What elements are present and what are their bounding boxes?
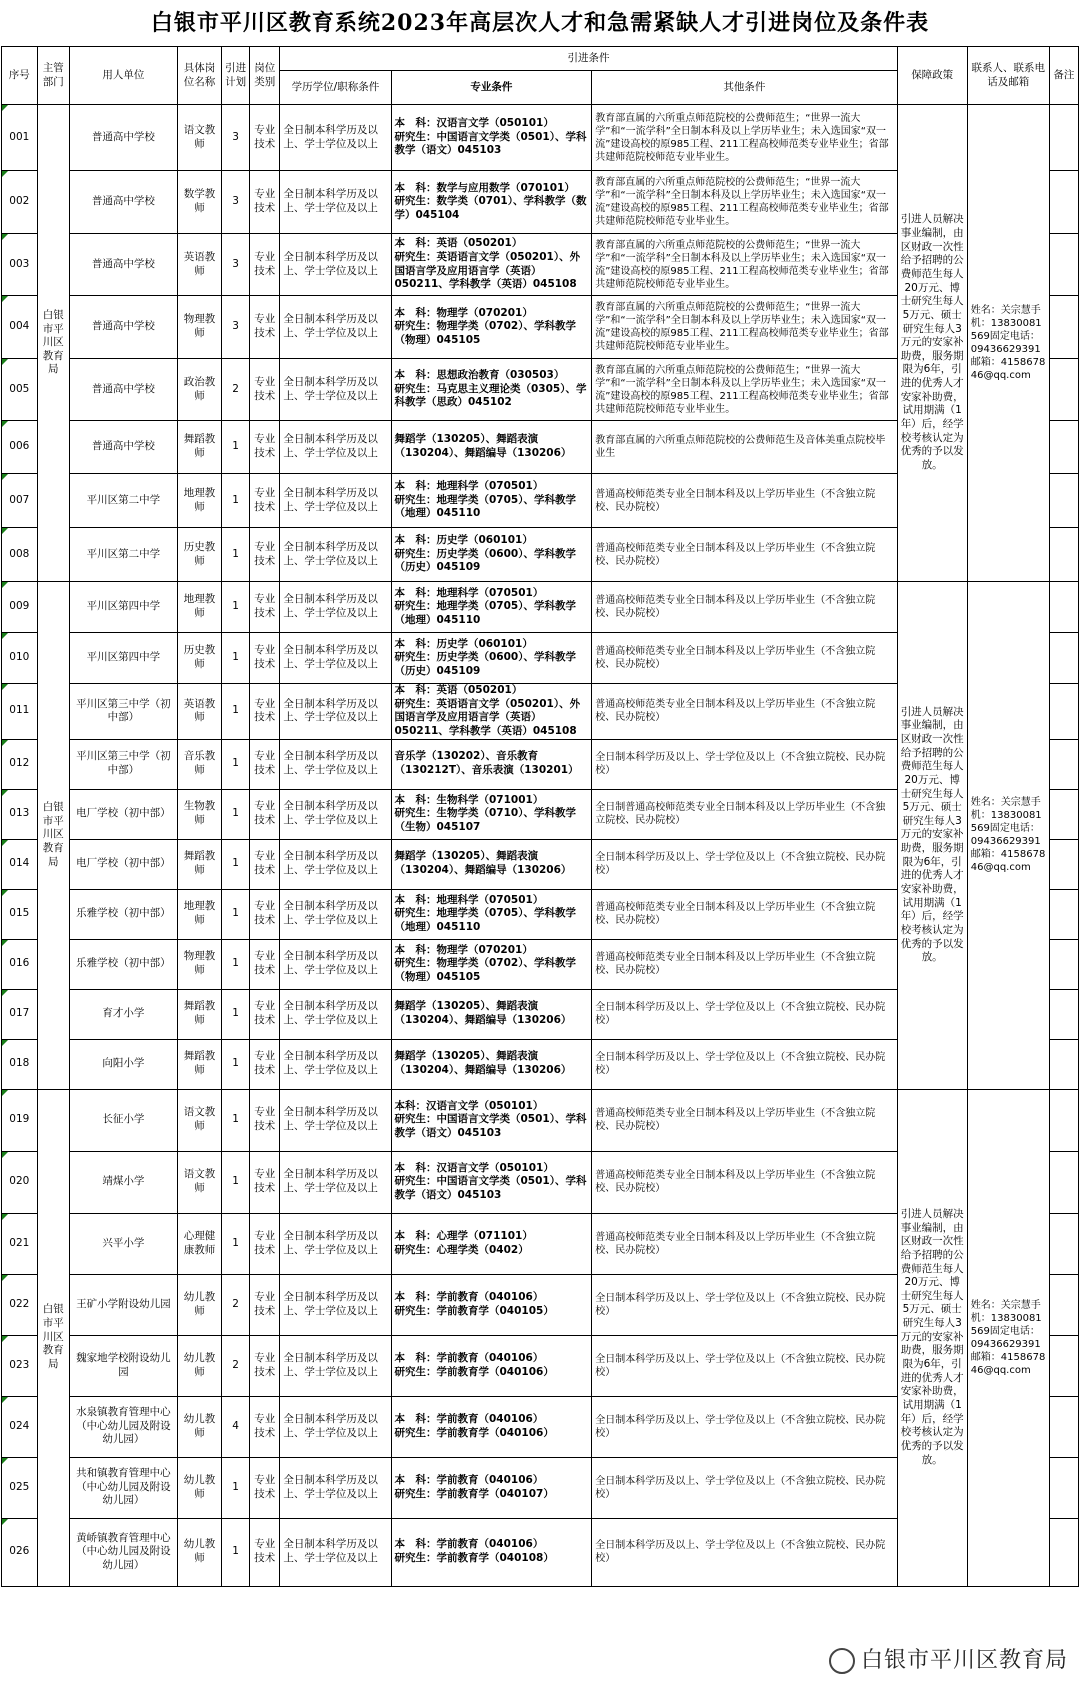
edu-cell: 全日制本科学历及以上、学士学位及以上 bbox=[280, 582, 391, 633]
edu-cell: 全日制本科学历及以上、学士学位及以上 bbox=[280, 1213, 391, 1274]
note-cell bbox=[1049, 171, 1078, 234]
row-number: 010 bbox=[2, 633, 38, 684]
edu-cell: 全日制本科学历及以上、学士学位及以上 bbox=[280, 359, 391, 421]
major-cell: 本 科：历史学（060101） 研究生：历史学类（0600）、学科教学（历史）045109 bbox=[391, 528, 592, 582]
other-cell: 教育部直属的六所重点师范院校的公费师范生；“世界一流大学”和“一流学科”全日制本科及以上学历毕业生；未入选国家“双一流”建设高校的原985工程、211工程高校师范类专业毕业生；省部共建师范院校师范专业毕业生。 bbox=[592, 171, 897, 234]
unit-cell: 平川区第二中学 bbox=[69, 474, 177, 528]
post-cell: 幼儿教师 bbox=[177, 1457, 221, 1518]
note-cell bbox=[1049, 1396, 1078, 1457]
other-cell: 全日制本科学历及以上、学士学位及以上（不含独立院校、民办院校） bbox=[592, 1335, 897, 1396]
type-cell: 专业技术 bbox=[250, 739, 280, 789]
policy-cell: 引进人员解决事业编制，由区财政一次性给予招聘的公费师范生每人20万元、博士研究生每人5万元、硕士研究生每人3万元的安家补助费，服务期限为6年，引进的优秀人才安家补助费，试用期满（1年）后，经学校考核认定为优秀的予以发放。 bbox=[897, 1089, 967, 1586]
row-number: 007 bbox=[2, 474, 38, 528]
other-cell: 普通高校师范类专业全日制本科及以上学历毕业生（不含独立院校、民办院校） bbox=[592, 889, 897, 939]
header-contact: 联系人、联系电话及邮箱 bbox=[967, 47, 1049, 105]
post-cell: 历史教师 bbox=[177, 528, 221, 582]
table-row bbox=[2, 105, 1079, 171]
policy-cell: 引进人员解决事业编制，由区财政一次性给予招聘的公费师范生每人20万元、博士研究生每人5万元、硕士研究生每人3万元的安家补助费，服务期限为6年，引进的优秀人才安家补助费，试用期满（1年）后，经学校考核认定为优秀的予以发放。 bbox=[897, 582, 967, 1090]
note-cell bbox=[1049, 633, 1078, 684]
plan-cell: 1 bbox=[222, 582, 250, 633]
edu-cell: 全日制本科学历及以上、学士学位及以上 bbox=[280, 528, 391, 582]
note-cell bbox=[1049, 582, 1078, 633]
header-edu: 学历学位/职称条件 bbox=[280, 71, 391, 105]
unit-cell: 黄峤镇教育管理中心（中心幼儿园及附设幼儿园） bbox=[69, 1518, 177, 1586]
plan-cell: 1 bbox=[222, 839, 250, 889]
other-cell: 教育部直属的六所重点师范院校的公费师范生；“世界一流大学”和“一流学科”全日制本科及以上学历毕业生；未入选国家“双一流”建设高校的原985工程、211工程高校师范类专业毕业生；省部共建师范院校师范专业毕业生。 bbox=[592, 105, 897, 171]
note-cell bbox=[1049, 1213, 1078, 1274]
edu-cell: 全日制本科学历及以上、学士学位及以上 bbox=[280, 989, 391, 1039]
major-cell: 本 科：学前教育（040106） 研究生：学前教育学（040105） bbox=[391, 1274, 592, 1335]
plan-cell: 2 bbox=[222, 1274, 250, 1335]
type-cell: 专业技术 bbox=[250, 889, 280, 939]
row-number: 023 bbox=[2, 1335, 38, 1396]
type-cell: 专业技术 bbox=[250, 474, 280, 528]
major-cell: 本 科：思想政治教育（030503） 研究生：马克思主义理论类（0305）、学科教学（思政）045102 bbox=[391, 359, 592, 421]
type-cell: 专业技术 bbox=[250, 839, 280, 889]
post-cell: 幼儿教师 bbox=[177, 1274, 221, 1335]
unit-cell: 乐雅学校（初中部） bbox=[69, 889, 177, 939]
unit-cell: 共和镇教育管理中心（中心幼儿园及附设幼儿园） bbox=[69, 1457, 177, 1518]
policy-cell: 引进人员解决事业编制，由区财政一次性给予招聘的公费师范生每人20万元、博士研究生每人5万元、硕士研究生每人3万元的安家补助费，服务期限为6年，引进的优秀人才安家补助费，试用期满（1年）后，经学校考核认定为优秀的予以发放。 bbox=[897, 105, 967, 582]
major-cell: 本 科：地理科学（070501） 研究生：地理学类（0705）、学科教学（地理）045110 bbox=[391, 889, 592, 939]
post-cell: 物理教师 bbox=[177, 296, 221, 359]
contact-cell: 姓名：关宗慧手机：13830081569固定电话：09436629391邮箱：415867846@qq.com bbox=[967, 105, 1049, 582]
major-cell: 本 科：学前教育（040106） 研究生：学前教育学（040106） bbox=[391, 1335, 592, 1396]
edu-cell: 全日制本科学历及以上、学士学位及以上 bbox=[280, 633, 391, 684]
edu-cell: 全日制本科学历及以上、学士学位及以上 bbox=[280, 1335, 391, 1396]
dept-cell: 白银市平川区教育局 bbox=[37, 582, 69, 1090]
edu-cell: 全日制本科学历及以上、学士学位及以上 bbox=[280, 789, 391, 839]
major-cell: 本 科：学前教育（040106） 研究生：学前教育学（040106） bbox=[391, 1396, 592, 1457]
unit-cell: 普通高中学校 bbox=[69, 234, 177, 296]
plan-cell: 1 bbox=[222, 939, 250, 989]
row-number: 015 bbox=[2, 889, 38, 939]
type-cell: 专业技术 bbox=[250, 633, 280, 684]
note-cell bbox=[1049, 839, 1078, 889]
header-conditions: 引进条件 bbox=[280, 47, 897, 71]
plan-cell: 3 bbox=[222, 296, 250, 359]
row-number: 006 bbox=[2, 421, 38, 474]
row-number: 019 bbox=[2, 1089, 38, 1151]
row-number: 018 bbox=[2, 1039, 38, 1089]
post-cell: 地理教师 bbox=[177, 582, 221, 633]
type-cell: 专业技术 bbox=[250, 939, 280, 989]
post-cell: 数学教师 bbox=[177, 171, 221, 234]
post-cell: 语文教师 bbox=[177, 1089, 221, 1151]
plan-cell: 1 bbox=[222, 989, 250, 1039]
note-cell bbox=[1049, 889, 1078, 939]
unit-cell: 长征小学 bbox=[69, 1089, 177, 1151]
header-other: 其他条件 bbox=[592, 71, 897, 105]
watermark-text: 白银市平川区教育局 bbox=[860, 1648, 1068, 1673]
unit-cell: 普通高中学校 bbox=[69, 105, 177, 171]
unit-cell: 普通高中学校 bbox=[69, 171, 177, 234]
plan-cell: 1 bbox=[222, 1457, 250, 1518]
unit-cell: 水泉镇教育管理中心（中心幼儿园及附设幼儿园） bbox=[69, 1396, 177, 1457]
unit-cell: 平川区第四中学 bbox=[69, 633, 177, 684]
row-number: 003 bbox=[2, 234, 38, 296]
plan-cell: 1 bbox=[222, 474, 250, 528]
edu-cell: 全日制本科学历及以上、学士学位及以上 bbox=[280, 1039, 391, 1089]
post-cell: 生物教师 bbox=[177, 789, 221, 839]
header-seq: 序号 bbox=[2, 47, 38, 105]
note-cell bbox=[1049, 105, 1078, 171]
plan-cell: 1 bbox=[222, 1151, 250, 1213]
type-cell: 专业技术 bbox=[250, 296, 280, 359]
edu-cell: 全日制本科学历及以上、学士学位及以上 bbox=[280, 939, 391, 989]
other-cell: 全日制本科学历及以上、学士学位及以上（不含独立院校、民办院校） bbox=[592, 1396, 897, 1457]
other-cell: 全日制本科学历及以上、学士学位及以上（不含独立院校、民办院校） bbox=[592, 1457, 897, 1518]
plan-cell: 3 bbox=[222, 171, 250, 234]
row-number: 004 bbox=[2, 296, 38, 359]
other-cell: 全日制本科学历及以上、学士学位及以上（不含独立院校、民办院校） bbox=[592, 989, 897, 1039]
edu-cell: 全日制本科学历及以上、学士学位及以上 bbox=[280, 1396, 391, 1457]
edu-cell: 全日制本科学历及以上、学士学位及以上 bbox=[280, 839, 391, 889]
table-row bbox=[2, 1089, 1079, 1151]
dept-cell: 白银市平川区教育局 bbox=[37, 105, 69, 582]
row-number: 013 bbox=[2, 789, 38, 839]
plan-cell: 2 bbox=[222, 1335, 250, 1396]
post-cell: 地理教师 bbox=[177, 889, 221, 939]
plan-cell: 1 bbox=[222, 789, 250, 839]
unit-cell: 普通高中学校 bbox=[69, 296, 177, 359]
major-cell: 本 科：汉语言文学（050101） 研究生：中国语言文学类（0501）、学科教学（语文）045103 bbox=[391, 105, 592, 171]
major-cell: 本 科：生物科学（071001） 研究生：生物学类（0710）、学科教学（生物）045107 bbox=[391, 789, 592, 839]
unit-cell: 平川区第四中学 bbox=[69, 582, 177, 633]
other-cell: 普通高校师范类专业全日制本科及以上学历毕业生（不含独立院校、民办院校） bbox=[592, 1151, 897, 1213]
note-cell bbox=[1049, 1335, 1078, 1396]
major-cell: 舞蹈学（130205）、舞蹈表演（130204）、舞蹈编导（130206） bbox=[391, 1039, 592, 1089]
major-cell: 音乐学（130202）、音乐教育（130212T）、音乐表演（130201） bbox=[391, 739, 592, 789]
unit-cell: 普通高中学校 bbox=[69, 421, 177, 474]
unit-cell: 乐雅学校（初中部） bbox=[69, 939, 177, 989]
edu-cell: 全日制本科学历及以上、学士学位及以上 bbox=[280, 421, 391, 474]
major-cell: 舞蹈学（130205）、舞蹈表演（130204）、舞蹈编导（130206） bbox=[391, 839, 592, 889]
edu-cell: 全日制本科学历及以上、学士学位及以上 bbox=[280, 474, 391, 528]
row-number: 009 bbox=[2, 582, 38, 633]
row-number: 025 bbox=[2, 1457, 38, 1518]
note-cell bbox=[1049, 939, 1078, 989]
post-cell: 地理教师 bbox=[177, 474, 221, 528]
table-row bbox=[2, 582, 1079, 633]
plan-cell: 4 bbox=[222, 1396, 250, 1457]
post-cell: 幼儿教师 bbox=[177, 1335, 221, 1396]
major-cell: 本 科：心理学（071101） 研究生：心理学类（0402） bbox=[391, 1213, 592, 1274]
type-cell: 专业技术 bbox=[250, 1274, 280, 1335]
document-title: 白银市平川区教育系统2023年高层次人才和急需紧缺人才引进岗位及条件表 bbox=[150, 10, 930, 36]
unit-cell: 普通高中学校 bbox=[69, 359, 177, 421]
edu-cell: 全日制本科学历及以上、学士学位及以上 bbox=[280, 105, 391, 171]
type-cell: 专业技术 bbox=[250, 1457, 280, 1518]
edu-cell: 全日制本科学历及以上、学士学位及以上 bbox=[280, 1089, 391, 1151]
other-cell: 全日制普通高校师范类专业全日制本科及以上学历毕业生（不含独立院校、民办院校） bbox=[592, 789, 897, 839]
type-cell: 专业技术 bbox=[250, 171, 280, 234]
note-cell bbox=[1049, 1151, 1078, 1213]
note-cell bbox=[1049, 1518, 1078, 1586]
other-cell: 教育部直属的六所重点师范院校的公费师范生及音体美重点院校毕业生 bbox=[592, 421, 897, 474]
plan-cell: 1 bbox=[222, 1089, 250, 1151]
post-cell: 幼儿教师 bbox=[177, 1396, 221, 1457]
type-cell: 专业技术 bbox=[250, 234, 280, 296]
other-cell: 教育部直属的六所重点师范院校的公费师范生；“世界一流大学”和“一流学科”全日制本科及以上学历毕业生；未入选国家“双一流”建设高校的原985工程、211工程高校师范类专业毕业生；省部共建师范院校师范专业毕业生。 bbox=[592, 234, 897, 296]
post-cell: 音乐教师 bbox=[177, 739, 221, 789]
major-cell: 本 科：学前教育（040106） 研究生：学前教育学（040108） bbox=[391, 1518, 592, 1586]
row-number: 005 bbox=[2, 359, 38, 421]
other-cell: 全日制本科学历及以上、学士学位及以上（不含独立院校、民办院校） bbox=[592, 1518, 897, 1586]
header-major: 专业条件 bbox=[391, 71, 592, 105]
note-cell bbox=[1049, 1457, 1078, 1518]
row-number: 020 bbox=[2, 1151, 38, 1213]
type-cell: 专业技术 bbox=[250, 989, 280, 1039]
other-cell: 普通高校师范类专业全日制本科及以上学历毕业生（不含独立院校、民办院校） bbox=[592, 528, 897, 582]
post-cell: 心理健康教师 bbox=[177, 1213, 221, 1274]
other-cell: 全日制本科学历及以上、学士学位及以上（不含独立院校、民办院校） bbox=[592, 739, 897, 789]
type-cell: 专业技术 bbox=[250, 1396, 280, 1457]
other-cell: 普通高校师范类专业全日制本科及以上学历毕业生（不含独立院校、民办院校） bbox=[592, 474, 897, 528]
unit-cell: 电厂学校（初中部） bbox=[69, 789, 177, 839]
row-number: 026 bbox=[2, 1518, 38, 1586]
type-cell: 专业技术 bbox=[250, 684, 280, 740]
other-cell: 普通高校师范类专业全日制本科及以上学历毕业生（不含独立院校、民办院校） bbox=[592, 582, 897, 633]
type-cell: 专业技术 bbox=[250, 789, 280, 839]
type-cell: 专业技术 bbox=[250, 582, 280, 633]
unit-cell: 平川区第二中学 bbox=[69, 528, 177, 582]
table-body bbox=[2, 105, 1079, 1587]
major-cell: 本 科：地理科学（070501） 研究生：地理学类（0705）、学科教学（地理）045110 bbox=[391, 474, 592, 528]
major-cell: 本 科：英语（050201） 研究生：英语语言文学（050201）、外国语言学及应用语言学（英语）050211、学科教学（英语）045108 bbox=[391, 684, 592, 740]
type-cell: 专业技术 bbox=[250, 1335, 280, 1396]
post-cell: 政治教师 bbox=[177, 359, 221, 421]
unit-cell: 电厂学校（初中部） bbox=[69, 839, 177, 889]
note-cell bbox=[1049, 739, 1078, 789]
type-cell: 专业技术 bbox=[250, 359, 280, 421]
header-type: 岗位类别 bbox=[250, 47, 280, 105]
unit-cell: 兴平小学 bbox=[69, 1213, 177, 1274]
plan-cell: 1 bbox=[222, 1039, 250, 1089]
plan-cell: 1 bbox=[222, 739, 250, 789]
unit-cell: 向阳小学 bbox=[69, 1039, 177, 1089]
note-cell bbox=[1049, 989, 1078, 1039]
row-number: 014 bbox=[2, 839, 38, 889]
watermark bbox=[829, 1643, 1068, 1674]
other-cell: 全日制本科学历及以上、学士学位及以上（不含独立院校、民办院校） bbox=[592, 1039, 897, 1089]
dept-cell: 白银市平川区教育局 bbox=[37, 1089, 69, 1586]
plan-cell: 1 bbox=[222, 633, 250, 684]
plan-cell: 1 bbox=[222, 528, 250, 582]
plan-cell: 3 bbox=[222, 105, 250, 171]
row-number: 017 bbox=[2, 989, 38, 1039]
other-cell: 教育部直属的六所重点师范院校的公费师范生；“世界一流大学”和“一流学科”全日制本科及以上学历毕业生；未入选国家“双一流”建设高校的原985工程、211工程高校师范类专业毕业生；省部共建师范院校师范专业毕业生。 bbox=[592, 296, 897, 359]
post-cell: 舞蹈教师 bbox=[177, 1039, 221, 1089]
type-cell: 专业技术 bbox=[250, 105, 280, 171]
positions-table bbox=[1, 46, 1079, 1587]
wechat-icon bbox=[829, 1648, 855, 1674]
plan-cell: 1 bbox=[222, 889, 250, 939]
other-cell: 全日制本科学历及以上、学士学位及以上（不含独立院校、民办院校） bbox=[592, 1274, 897, 1335]
plan-cell: 1 bbox=[222, 1518, 250, 1586]
major-cell: 本 科：历史学（060101） 研究生：历史学类（0600）、学科教学（历史）045109 bbox=[391, 633, 592, 684]
edu-cell: 全日制本科学历及以上、学士学位及以上 bbox=[280, 739, 391, 789]
major-cell: 本科：汉语言文学（050101） 研究生：中国语言文学类（0501）、学科教学（语文）045103 bbox=[391, 1089, 592, 1151]
type-cell: 专业技术 bbox=[250, 421, 280, 474]
major-cell: 舞蹈学（130205）、舞蹈表演（130204）、舞蹈编导（130206） bbox=[391, 421, 592, 474]
header-dept: 主管部门 bbox=[37, 47, 69, 105]
note-cell bbox=[1049, 234, 1078, 296]
note-cell bbox=[1049, 421, 1078, 474]
major-cell: 本 科：地理科学（070501） 研究生：地理学类（0705）、学科教学（地理）045110 bbox=[391, 582, 592, 633]
row-number: 002 bbox=[2, 171, 38, 234]
note-cell bbox=[1049, 1274, 1078, 1335]
plan-cell: 1 bbox=[222, 1213, 250, 1274]
other-cell: 普通高校师范类专业全日制本科及以上学历毕业生（不含独立院校、民办院校） bbox=[592, 684, 897, 740]
other-cell: 普通高校师范类专业全日制本科及以上学历毕业生（不含独立院校、民办院校） bbox=[592, 1213, 897, 1274]
header-plan: 引进计划 bbox=[222, 47, 250, 105]
major-cell: 舞蹈学（130205）、舞蹈表演（130204）、舞蹈编导（130206） bbox=[391, 989, 592, 1039]
major-cell: 本 科：物理学（070201） 研究生：物理学类（0702）、学科教学（物理）045105 bbox=[391, 939, 592, 989]
post-cell: 舞蹈教师 bbox=[177, 421, 221, 474]
note-cell bbox=[1049, 789, 1078, 839]
plan-cell: 2 bbox=[222, 359, 250, 421]
unit-cell: 王矿小学附设幼儿园 bbox=[69, 1274, 177, 1335]
edu-cell: 全日制本科学历及以上、学士学位及以上 bbox=[280, 684, 391, 740]
edu-cell: 全日制本科学历及以上、学士学位及以上 bbox=[280, 1518, 391, 1586]
post-cell: 语文教师 bbox=[177, 105, 221, 171]
major-cell: 本 科：汉语言文学（050101） 研究生：中国语言文学类（0501）、学科教学（语文）045103 bbox=[391, 1151, 592, 1213]
unit-cell: 育才小学 bbox=[69, 989, 177, 1039]
plan-cell: 1 bbox=[222, 684, 250, 740]
edu-cell: 全日制本科学历及以上、学士学位及以上 bbox=[280, 1274, 391, 1335]
type-cell: 专业技术 bbox=[250, 528, 280, 582]
other-cell: 全日制本科学历及以上、学士学位及以上（不含独立院校、民办院校） bbox=[592, 839, 897, 889]
note-cell bbox=[1049, 359, 1078, 421]
edu-cell: 全日制本科学历及以上、学士学位及以上 bbox=[280, 1457, 391, 1518]
note-cell bbox=[1049, 1089, 1078, 1151]
note-cell bbox=[1049, 684, 1078, 740]
contact-cell: 姓名：关宗慧手机：13830081569固定电话：09436629391邮箱：415867846@qq.com bbox=[967, 1089, 1049, 1586]
edu-cell: 全日制本科学历及以上、学士学位及以上 bbox=[280, 171, 391, 234]
post-cell: 舞蹈教师 bbox=[177, 989, 221, 1039]
plan-cell: 1 bbox=[222, 421, 250, 474]
post-cell: 英语教师 bbox=[177, 684, 221, 740]
row-number: 021 bbox=[2, 1213, 38, 1274]
other-cell: 教育部直属的六所重点师范院校的公费师范生；“世界一流大学”和“一流学科”全日制本科及以上学历毕业生；未入选国家“双一流”建设高校的原985工程、211工程高校师范类专业毕业生；省部共建师范院校师范专业毕业生。 bbox=[592, 359, 897, 421]
major-cell: 本 科：学前教育（040106） 研究生：学前教育学（040107） bbox=[391, 1457, 592, 1518]
note-cell bbox=[1049, 528, 1078, 582]
row-number: 024 bbox=[2, 1396, 38, 1457]
edu-cell: 全日制本科学历及以上、学士学位及以上 bbox=[280, 234, 391, 296]
major-cell: 本 科：英语（050201） 研究生：英语语言文学（050201）、外国语言学及应用语言学（英语）050211、学科教学（英语）045108 bbox=[391, 234, 592, 296]
row-number: 011 bbox=[2, 684, 38, 740]
header-unit: 用人单位 bbox=[69, 47, 177, 105]
note-cell bbox=[1049, 474, 1078, 528]
type-cell: 专业技术 bbox=[250, 1213, 280, 1274]
unit-cell: 靖煤小学 bbox=[69, 1151, 177, 1213]
row-number: 008 bbox=[2, 528, 38, 582]
row-number: 001 bbox=[2, 105, 38, 171]
note-cell bbox=[1049, 296, 1078, 359]
unit-cell: 平川区第三中学（初中部） bbox=[69, 739, 177, 789]
row-number: 012 bbox=[2, 739, 38, 789]
edu-cell: 全日制本科学历及以上、学士学位及以上 bbox=[280, 1151, 391, 1213]
major-cell: 本 科：物理学（070201） 研究生：物理学类（0702）、学科教学（物理）045105 bbox=[391, 296, 592, 359]
header-post: 具体岗位名称 bbox=[177, 47, 221, 105]
post-cell: 物理教师 bbox=[177, 939, 221, 989]
type-cell: 专业技术 bbox=[250, 1151, 280, 1213]
type-cell: 专业技术 bbox=[250, 1518, 280, 1586]
post-cell: 舞蹈教师 bbox=[177, 839, 221, 889]
plan-cell: 3 bbox=[222, 234, 250, 296]
row-number: 022 bbox=[2, 1274, 38, 1335]
note-cell bbox=[1049, 1039, 1078, 1089]
contact-cell: 姓名：关宗慧手机：13830081569固定电话：09436629391邮箱：415867846@qq.com bbox=[967, 582, 1049, 1090]
post-cell: 英语教师 bbox=[177, 234, 221, 296]
edu-cell: 全日制本科学历及以上、学士学位及以上 bbox=[280, 889, 391, 939]
unit-cell: 魏家地学校附设幼儿园 bbox=[69, 1335, 177, 1396]
row-number: 016 bbox=[2, 939, 38, 989]
type-cell: 专业技术 bbox=[250, 1039, 280, 1089]
other-cell: 普通高校师范类专业全日制本科及以上学历毕业生（不含独立院校、民办院校） bbox=[592, 1089, 897, 1151]
other-cell: 普通高校师范类专业全日制本科及以上学历毕业生（不含独立院校、民办院校） bbox=[592, 633, 897, 684]
header-note: 备注 bbox=[1049, 47, 1078, 105]
edu-cell: 全日制本科学历及以上、学士学位及以上 bbox=[280, 296, 391, 359]
major-cell: 本 科：数学与应用数学（070101） 研究生：数学类（0701）、学科教学（数学）045104 bbox=[391, 171, 592, 234]
header-policy: 保障政策 bbox=[897, 47, 967, 105]
post-cell: 幼儿教师 bbox=[177, 1518, 221, 1586]
type-cell: 专业技术 bbox=[250, 1089, 280, 1151]
post-cell: 语文教师 bbox=[177, 1151, 221, 1213]
unit-cell: 平川区第三中学（初中部） bbox=[69, 684, 177, 740]
other-cell: 普通高校师范类专业全日制本科及以上学历毕业生（不含独立院校、民办院校） bbox=[592, 939, 897, 989]
post-cell: 历史教师 bbox=[177, 633, 221, 684]
